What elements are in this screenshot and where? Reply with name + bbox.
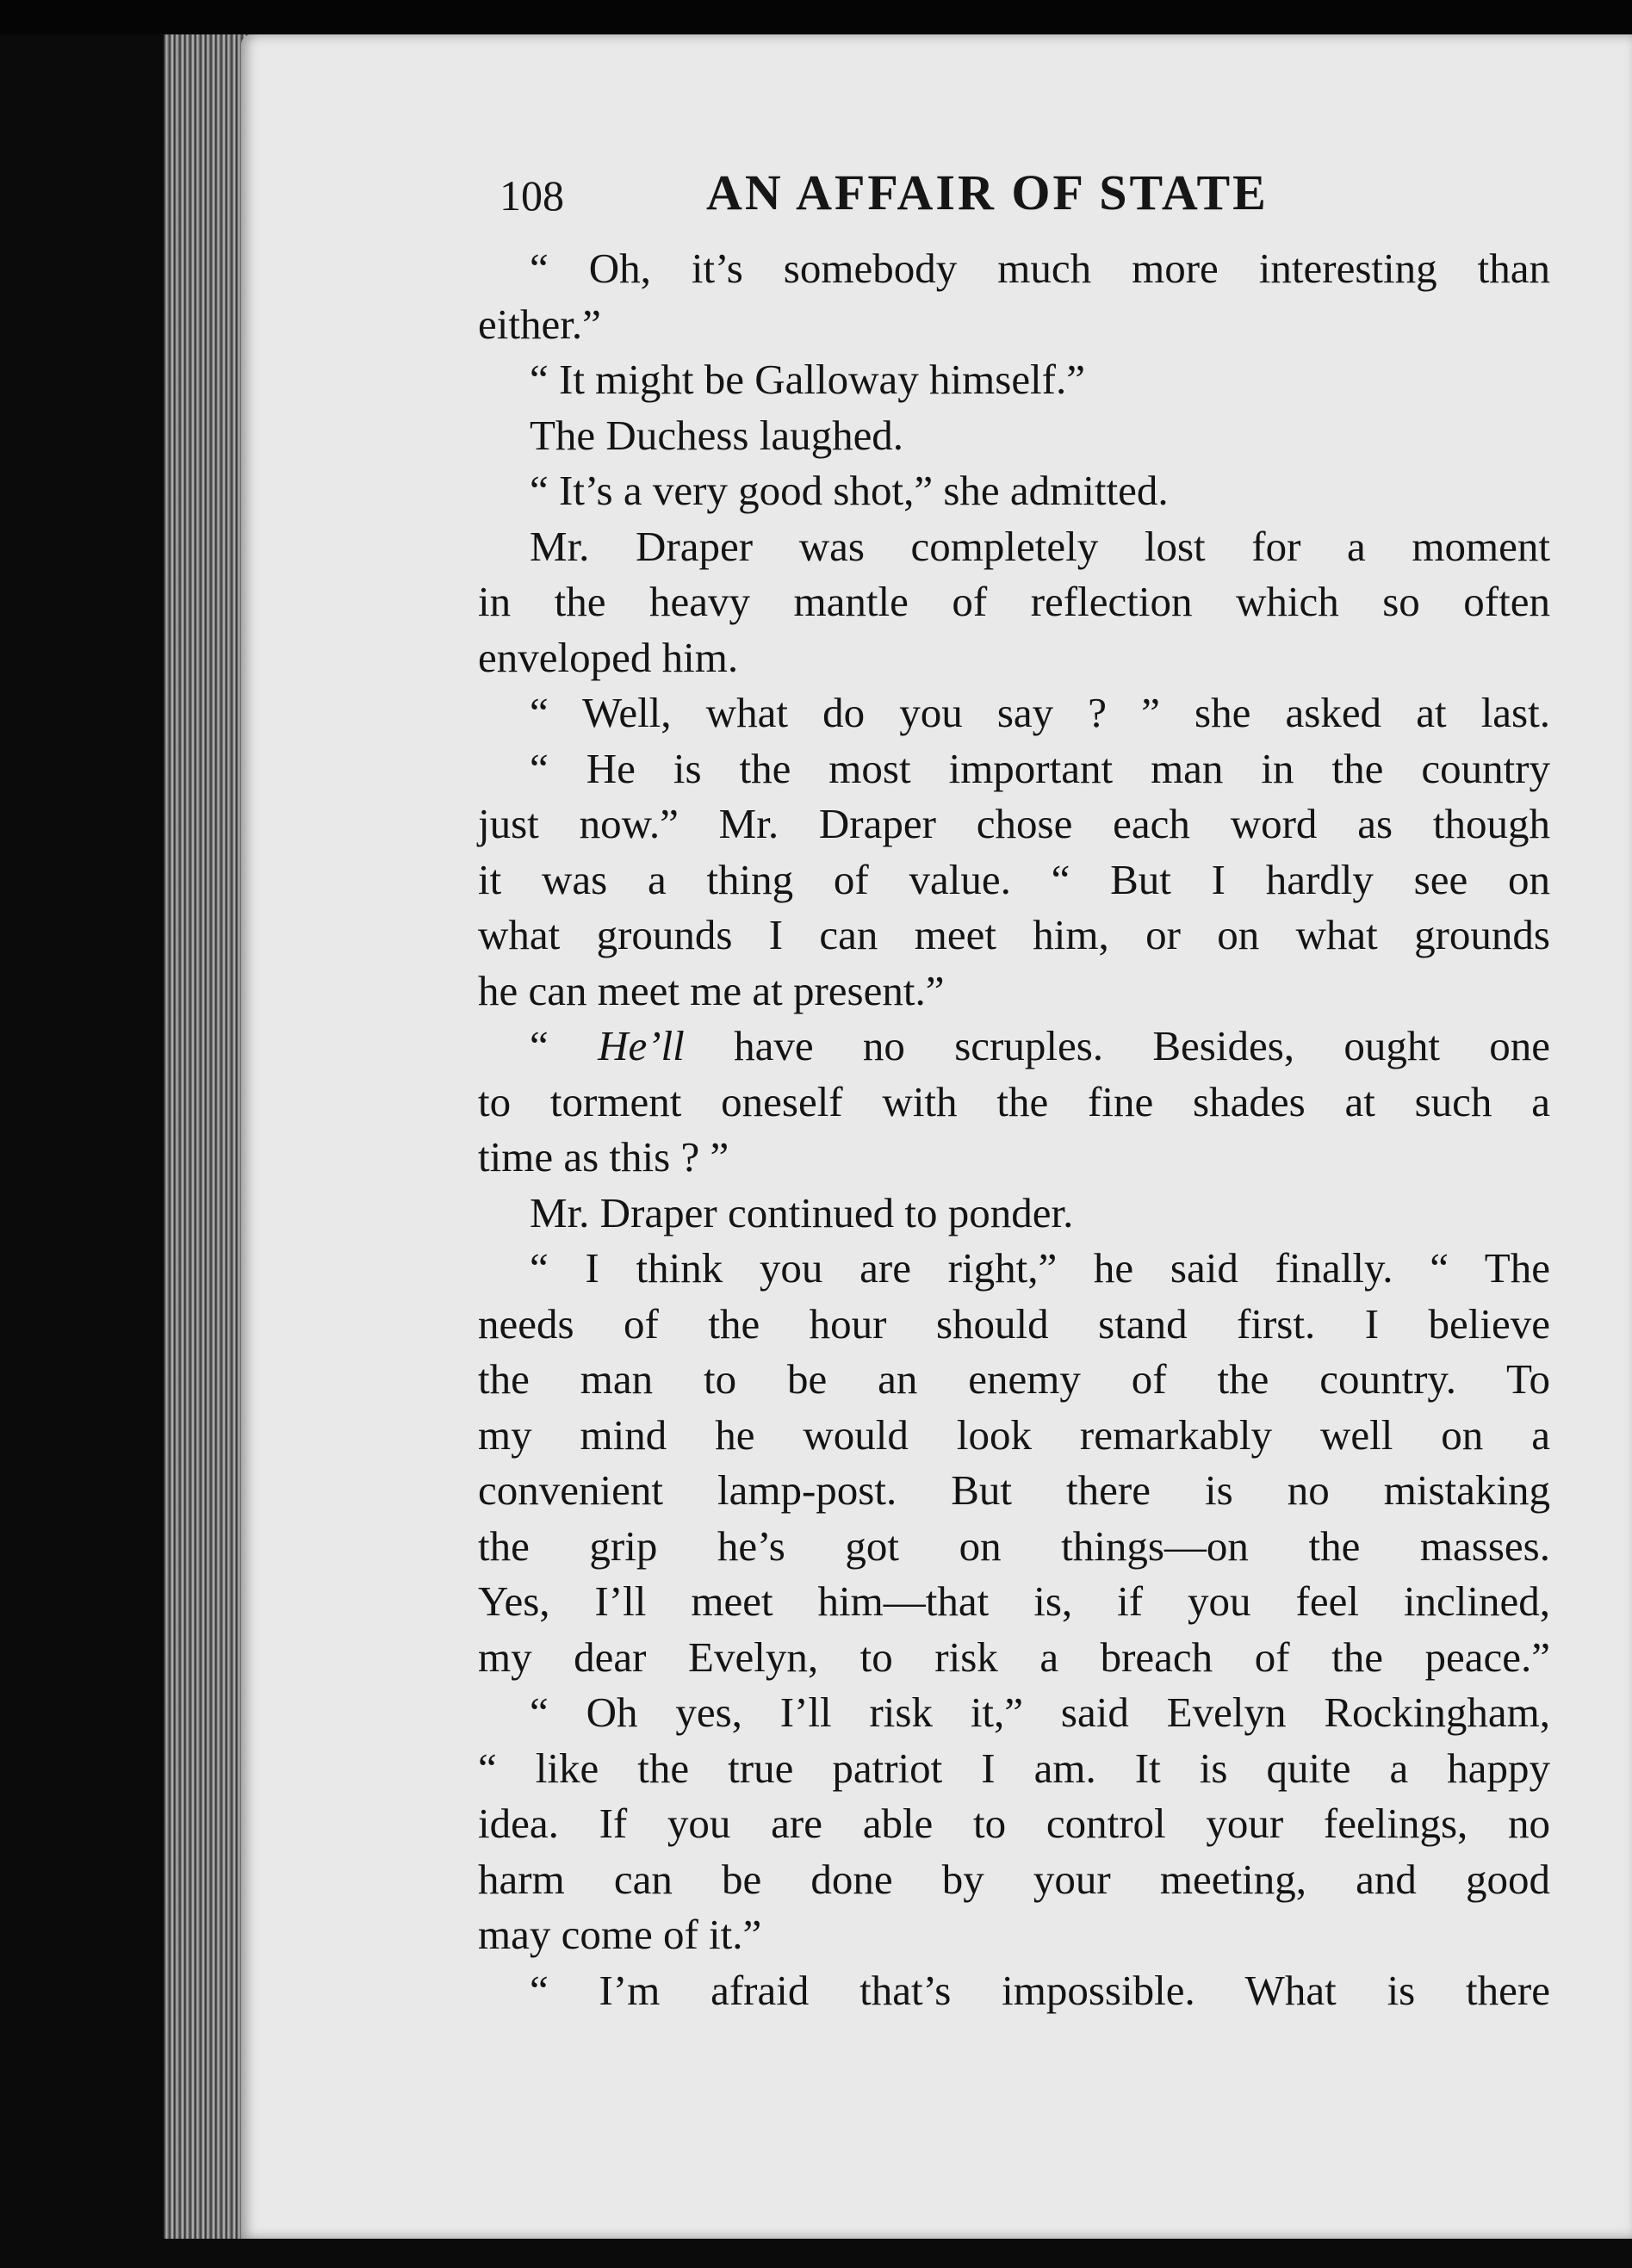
- running-title: AN AFFAIR OF STATE: [706, 164, 1269, 220]
- text-line: to torment oneself with the fine shades at such a: [478, 1077, 1550, 1125]
- text-line: “ like the true patriot I am. It is quite a happy: [478, 1744, 1550, 1792]
- scan-border-bottom: [0, 2239, 1632, 2268]
- text-line: the man to be an enemy of the country. To: [478, 1355, 1550, 1403]
- text-line: he can meet me at present.”: [478, 966, 945, 1014]
- text-line: idea. If you are able to control your feelings, no: [478, 1800, 1550, 1847]
- text-segment: have no scruples. Besides, ought one: [684, 1022, 1551, 1069]
- italic-word: He’ll: [598, 1022, 685, 1069]
- text-line: my dear Evelyn, to risk a breach of the peace.”: [478, 1633, 1550, 1681]
- text-line: “ Oh, it’s somebody much more interesting than: [530, 245, 1550, 292]
- text-line: may come of it.”: [478, 1911, 762, 1958]
- text-line: enveloped him.: [478, 633, 739, 681]
- text-line: Yes, I’ll meet him—that is, if you feel inclined,: [478, 1577, 1550, 1625]
- text-line: “ He is the most important man in the country: [530, 744, 1550, 792]
- text-line: the grip he’s got on things—on the masses.: [478, 1521, 1550, 1570]
- text-line: [478, 1019, 1550, 1075]
- text-line: “ Well, what do you say ? ” she asked at last.: [530, 689, 1550, 736]
- text-line: it was a thing of value. “ But I hardly see on: [478, 855, 1550, 903]
- text-line: “ I’m afraid that’s impossible. What is there: [530, 1966, 1550, 2014]
- text-line: in the heavy mantle of reflection which so often: [478, 578, 1550, 625]
- body-text: [478, 241, 1550, 2018]
- text-line: just now.” Mr. Draper chose each word as though: [478, 800, 1550, 847]
- text-line: Mr. Draper was completely lost for a moment: [530, 522, 1550, 570]
- text-line: either.”: [478, 300, 601, 348]
- text-line: what grounds I can meet him, or on what grounds: [478, 911, 1550, 958]
- text-line: Mr. Draper continued to ponder.: [530, 1188, 1074, 1236]
- text-line: harm can be done by your meeting, and good: [478, 1855, 1550, 1903]
- text-line: “ I think you are right,” he said finally. “ The: [530, 1244, 1550, 1292]
- text-line: “ It’s a very good shot,” she admitted.: [530, 467, 1169, 514]
- page-number: 108: [500, 171, 564, 220]
- text-line: “ Oh yes, I’ll risk it,” said Evelyn Rockingham,: [530, 1689, 1550, 1736]
- text-line: needs of the hour should stand first. I believe: [478, 1299, 1550, 1348]
- text-line: my mind he would look remarkably well on a: [478, 1410, 1550, 1459]
- text-line: “ It might be Galloway himself.”: [530, 356, 1085, 403]
- page-header: [500, 164, 1369, 232]
- text-line: time as this ? ”: [478, 1133, 729, 1180]
- text-line: convenient lamp-post. But there is no mistaking: [478, 1466, 1550, 1514]
- scan-border-top: [0, 0, 1632, 34]
- text-segment: “: [530, 1022, 599, 1069]
- text-line: The Duchess laughed.: [530, 411, 904, 459]
